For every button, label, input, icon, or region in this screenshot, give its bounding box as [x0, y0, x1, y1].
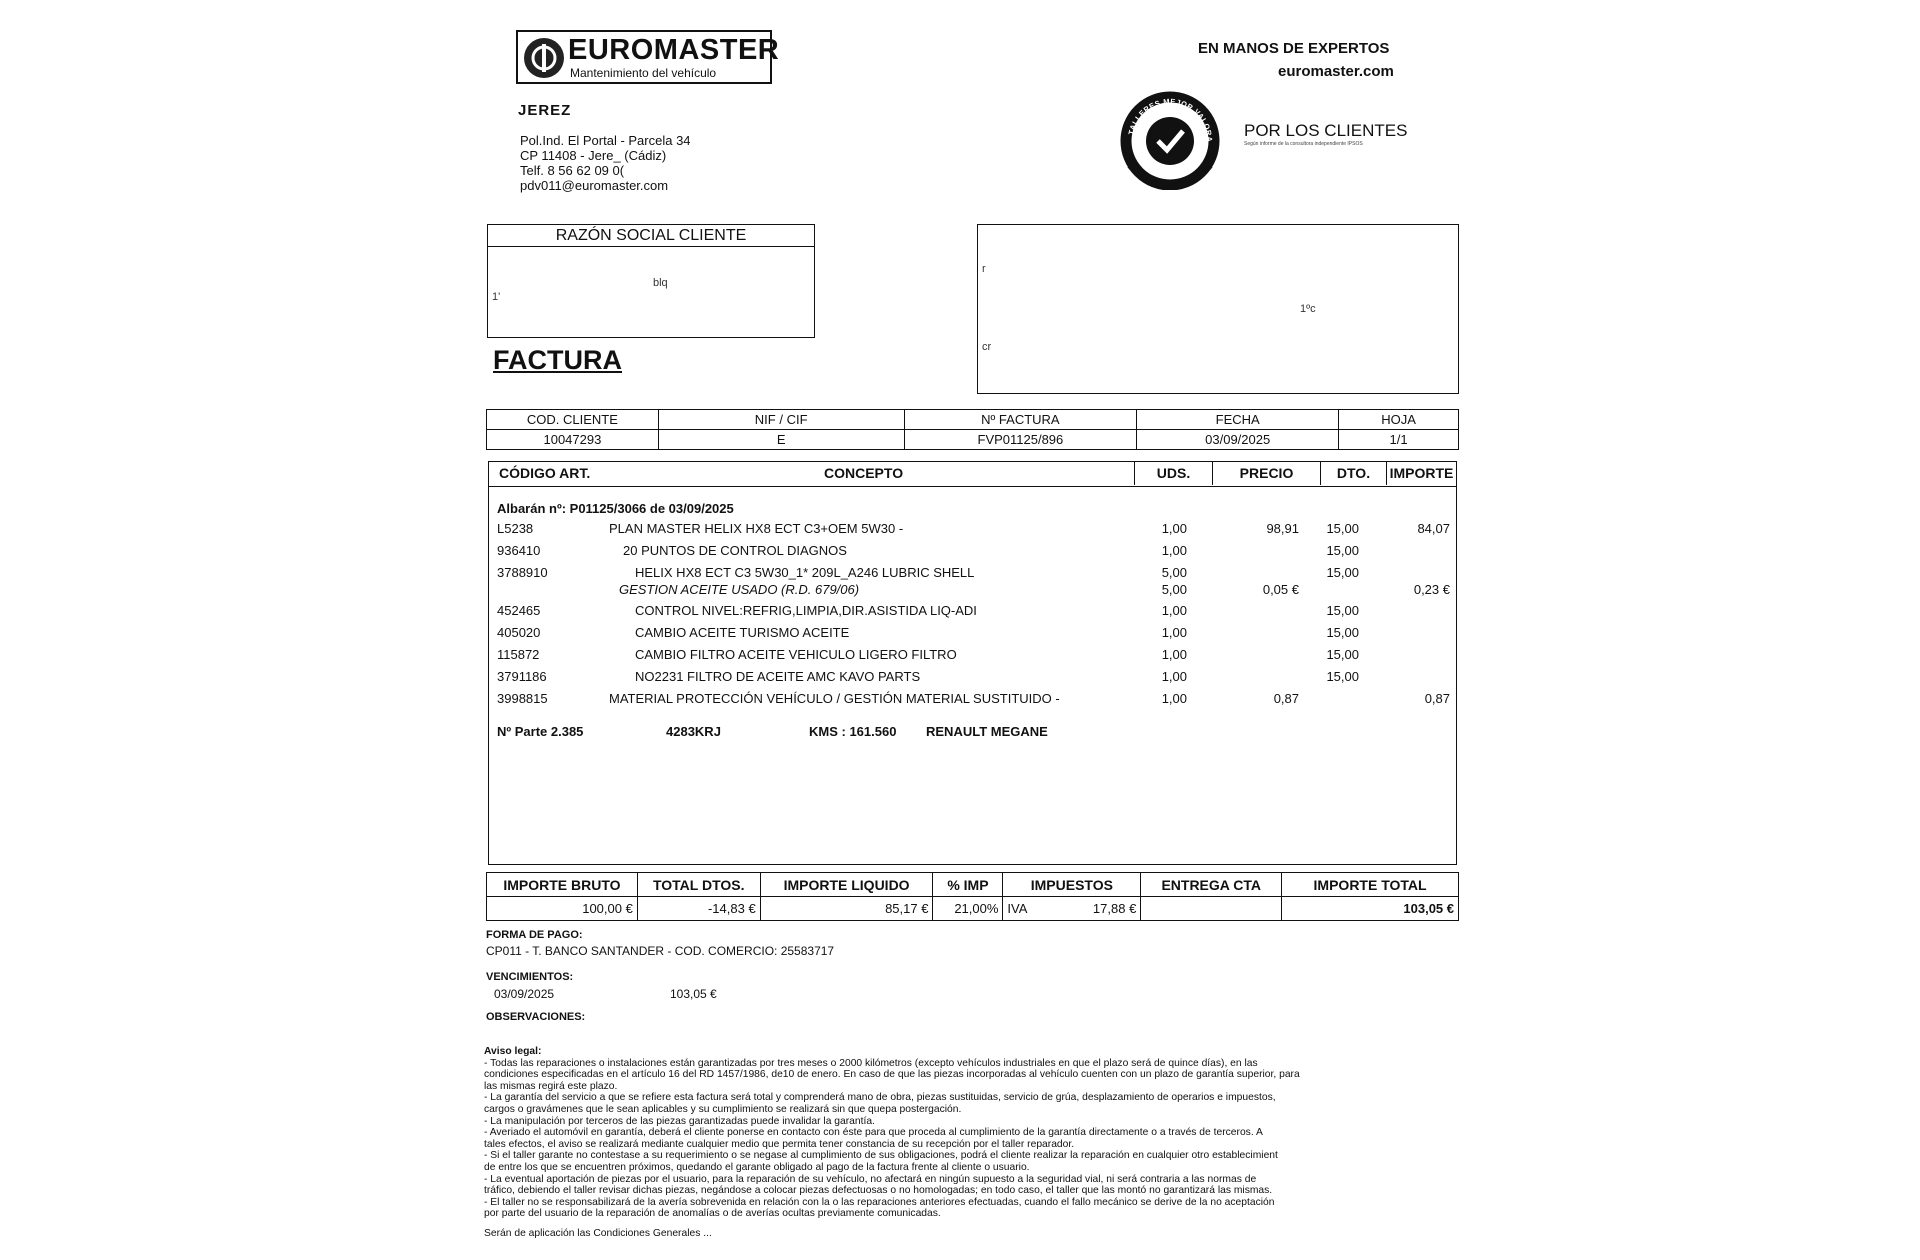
- totals-table: [486, 872, 1459, 921]
- item-units: 1,00: [1161, 691, 1187, 706]
- totals-header: % IMP: [933, 873, 1003, 897]
- item-price: 0,87: [1273, 691, 1299, 706]
- item-price: 98,91: [1266, 521, 1299, 536]
- shop-email: pdv011@euromaster.com: [520, 178, 669, 193]
- item-row: [489, 521, 1456, 543]
- item-discount: 15,00: [1326, 625, 1359, 640]
- item-concept: 20 PUNTOS DE CONTROL DIAGNOS: [623, 543, 847, 558]
- item-code: 405020: [497, 625, 541, 640]
- item-row: [489, 669, 1456, 691]
- totals-header: IMPORTE BRUTO: [487, 873, 638, 897]
- legal-title: Aviso legal:: [484, 1046, 542, 1057]
- client-box-title: RAZÓN SOCIAL CLIENTE: [488, 225, 814, 247]
- page-number: 1/1: [1339, 430, 1459, 450]
- rating-seal-icon: [1115, 86, 1225, 190]
- totals-header: IMPUESTOS: [1003, 873, 1141, 897]
- header-concept: CONCEPTO: [824, 465, 904, 481]
- header-code: CÓDIGO ART.: [499, 465, 591, 481]
- legal-line: las mismas regirá este plazo.: [484, 1080, 618, 1092]
- payment-method-value: CP011 - T. BANCO SANTANDER - COD. COMERCIO: 25583717: [486, 944, 835, 958]
- item-price: 0,05 €: [1262, 582, 1299, 597]
- item-concept: GESTION ACEITE USADO (R.D. 679/06): [619, 582, 860, 597]
- item-concept: CAMBIO FILTRO ACEITE VEHICULO LIGERO FILTRO: [635, 647, 957, 662]
- logo-subtitle: Mantenimiento del vehículo: [570, 66, 717, 80]
- invoice-info-table: [486, 409, 1459, 450]
- client-fragment: 1': [492, 291, 501, 303]
- item-units: 1,00: [1161, 543, 1187, 558]
- item-discount: 15,00: [1326, 669, 1359, 684]
- due-date: 03/09/2025: [494, 987, 555, 1001]
- logo-emblem-icon: [524, 38, 564, 78]
- client-box: [487, 224, 815, 338]
- header-importe: IMPORTE: [1389, 465, 1454, 481]
- header-uds: UDS.: [1135, 462, 1213, 485]
- item-row: [489, 625, 1456, 647]
- due-dates-label: VENCIMIENTOS:: [486, 971, 574, 983]
- legal-line: - Todas las reparaciones o instalaciones están garantizadas por tres meses o 2000 kilómetros (excepto vehículos industriales en que el plazo será de quince días), en las: [484, 1057, 1258, 1069]
- item-amount: 0,87: [1424, 691, 1450, 706]
- tax-cell: [1003, 897, 1141, 921]
- item-discount: 15,00: [1326, 647, 1359, 662]
- header-dto: DTO.: [1321, 462, 1387, 485]
- tax-percent: 21,00%: [933, 897, 1003, 921]
- items-header-row: [489, 462, 1456, 487]
- totals-header: ENTREGA CTA: [1141, 873, 1282, 897]
- item-row: [489, 603, 1456, 625]
- item-concept: CAMBIO ACEITE TURISMO ACEITE: [635, 625, 850, 640]
- net-amount: 85,17 €: [760, 897, 933, 921]
- part-number: Nº Parte 2.385: [497, 724, 584, 739]
- info-header-row: [487, 410, 1459, 430]
- mileage: KMS : 161.560: [809, 724, 897, 739]
- item-units: 1,00: [1161, 521, 1187, 536]
- legal-notice: [484, 1046, 1454, 1240]
- seal-text: TALLERES MEJOR VALORA: [1126, 96, 1215, 143]
- legal-lines: [484, 1058, 1454, 1220]
- invoice-number: FVP01125/896: [904, 430, 1137, 450]
- item-concept: HELIX HX8 ECT C3 5W30_1* 209L_A246 LUBRIC SHELL: [635, 565, 975, 580]
- info-header: Nº FACTURA: [904, 410, 1137, 430]
- item-row: [489, 691, 1456, 713]
- info-value-row: [487, 430, 1459, 450]
- legal-line: tales efectos, el aviso se realizará mediante cualquier medio que permita tener constancia de su recepción por el taller reparador.: [484, 1138, 1075, 1150]
- legal-line: por parte del usuario de la reparación de anomalías o de averías ocultas previamente comunicadas.: [484, 1208, 941, 1220]
- total-amount: 103,05 €: [1282, 897, 1459, 921]
- item-concept: CONTROL NIVEL:REFRIG,LIMPIA,DIR.ASISTIDA LIQ-ADI: [635, 603, 977, 618]
- observations-label: OBSERVACIONES:: [486, 1011, 586, 1023]
- client-fragment: cr: [982, 341, 992, 353]
- nif-value: E: [658, 430, 904, 450]
- client-code: 10047293: [487, 430, 659, 450]
- legal-line: - Averiado el automóvil en garantía, deberá el cliente ponerse en contacto con éste para que proceda al cumplimiento de la garantía directamente o a través de terceros. A: [484, 1127, 1263, 1139]
- vehicle-model: RENAULT MEGANE: [926, 724, 1048, 739]
- item-units: 1,00: [1161, 647, 1187, 662]
- item-amount: 0,23 €: [1413, 582, 1450, 597]
- item-code: 3788910: [497, 565, 548, 580]
- por-los-clientes: POR LOS CLIENTES: [1244, 121, 1408, 140]
- item-row: [489, 543, 1456, 565]
- legal-line: - La eventual aportación de piezas por el usuario, para la reparación de su vehículo, no afectará en ningún supuesto a la seguridad vial, ni será contraria a las normas de: [484, 1173, 1257, 1185]
- slogan: EN MANOS DE EXPERTOS: [1198, 40, 1390, 57]
- shop-address-line: CP 11408 - Jere_ (Cádiz): [520, 148, 667, 163]
- shop-address-line: Pol.Ind. El Portal - Parcela 34: [520, 133, 691, 148]
- website: euromaster.com: [1278, 63, 1394, 80]
- payment-method-label: FORMA DE PAGO:: [486, 929, 583, 941]
- legal-line: tráfico, debiendo el taller revisar dichas piezas, negándose a colocar piezas defectuosas o no homologadas; en todo caso, el taller que las montó no garantizará las mismas.: [484, 1185, 1273, 1197]
- legal-line: - El taller no se responsabilizará de la avería sobrevenida en relación con la o las reparaciones anteriores efectuadas, cuando el fallo mecánico se derive de la no aceptación: [484, 1196, 1275, 1208]
- items-table: [488, 461, 1457, 865]
- tax-amount: 17,88 €: [1092, 901, 1137, 916]
- legal-line: - Si el taller garante no contestase a su requerimiento o se negase al cumplimiento de sus obligaciones, podrá el cliente realizar la reparación en cualquier otro establecimient: [484, 1150, 1278, 1162]
- shop-phone: Telf. 8 56 62 09 0(: [520, 163, 625, 178]
- item-discount: 15,00: [1326, 603, 1359, 618]
- totals-header: IMPORTE TOTAL: [1282, 873, 1459, 897]
- client-fragment: r: [982, 263, 986, 275]
- client-fragment: 1ºc: [1300, 303, 1316, 315]
- item-units: 5,00: [1161, 565, 1187, 580]
- item-code: 3998815: [497, 691, 548, 706]
- item-units: 1,00: [1161, 603, 1187, 618]
- info-header: NIF / CIF: [658, 410, 904, 430]
- logo-name: EUROMASTER: [568, 34, 780, 66]
- client-address-box: [977, 224, 1459, 394]
- total-discounts: -14,83 €: [637, 897, 760, 921]
- legal-line: - La manipulación por terceros de las piezas garantizadas puede invalidar la garantía.: [484, 1115, 875, 1127]
- totals-value-row: [487, 897, 1459, 921]
- item-amount: 84,07: [1417, 521, 1450, 536]
- euromaster-logo: [516, 30, 780, 84]
- item-row: [489, 582, 1456, 604]
- item-units: 1,00: [1161, 625, 1187, 640]
- item-code: L5238: [497, 521, 534, 536]
- legal-cut-line: Serán de aplicación las Condiciones Generales ...: [484, 1227, 712, 1239]
- header-precio: PRECIO: [1213, 462, 1321, 485]
- item-code: 936410: [497, 543, 541, 558]
- info-header: COD. CLIENTE: [487, 410, 659, 430]
- client-fragment: blq: [653, 277, 668, 289]
- totals-header: TOTAL DTOS.: [637, 873, 760, 897]
- item-concept: PLAN MASTER HELIX HX8 ECT C3+OEM 5W30 -: [609, 521, 904, 536]
- item-units: 5,00: [1161, 582, 1187, 597]
- legal-line: cargos o gravámenes que le sean aplicables y su cumplimiento se realizará sin que quepa postergación.: [484, 1103, 962, 1115]
- items-header-cell: [489, 462, 1134, 485]
- due-amount: 103,05 €: [670, 987, 717, 1001]
- item-code: 115872: [497, 647, 540, 662]
- item-discount: 15,00: [1326, 565, 1359, 580]
- item-code: 452465: [497, 603, 541, 618]
- info-header: FECHA: [1137, 410, 1339, 430]
- item-code: 3791186: [497, 669, 547, 684]
- info-header: HOJA: [1339, 410, 1459, 430]
- item-row: [489, 647, 1456, 669]
- por-los-clientes-note: Según informe de la consultora independiente IPSOS: [1244, 141, 1363, 147]
- down-payment: [1141, 897, 1282, 921]
- legal-line: condiciones especificadas en el artículo 16 del RD 1457/1986, de10 de enero. En caso de que las piezas incorporadas al vehículo cuenten con un plazo de garantía superior, para: [484, 1069, 1300, 1081]
- albaran-line: Albarán nº: P01125/3066 de 03/09/2025: [497, 501, 734, 516]
- item-discount: 15,00: [1326, 521, 1359, 536]
- license-plate: 4283KRJ: [666, 724, 721, 739]
- item-concept: NO2231 FILTRO DE ACEITE AMC KAVO PARTS: [635, 669, 921, 684]
- item-concept: MATERIAL PROTECCIÓN VEHÍCULO / GESTIÓN MATERIAL SUSTITUIDO -: [609, 691, 1060, 706]
- item-units: 1,00: [1161, 669, 1187, 684]
- legal-line: de entre los que se encuentren próximos, quedando el garante obligado al pago de la factura frente al cliente o usuario.: [484, 1161, 1030, 1173]
- item-discount: 15,00: [1326, 543, 1359, 558]
- gross-amount: 100,00 €: [487, 897, 638, 921]
- totals-header-row: [487, 873, 1459, 897]
- document-title: FACTURA: [493, 345, 622, 375]
- totals-header: IMPORTE LIQUIDO: [760, 873, 933, 897]
- tax-label: IVA: [1007, 901, 1028, 916]
- legal-line: - La garantía del servicio a que se refiere esta factura será total y comprenderá mano de obra, piezas sustituidas, servicio de grúa, desplazamiento de operarios e impuestos,: [484, 1092, 1276, 1104]
- shop-city: JEREZ: [518, 102, 572, 119]
- invoice-date: 03/09/2025: [1137, 430, 1339, 450]
